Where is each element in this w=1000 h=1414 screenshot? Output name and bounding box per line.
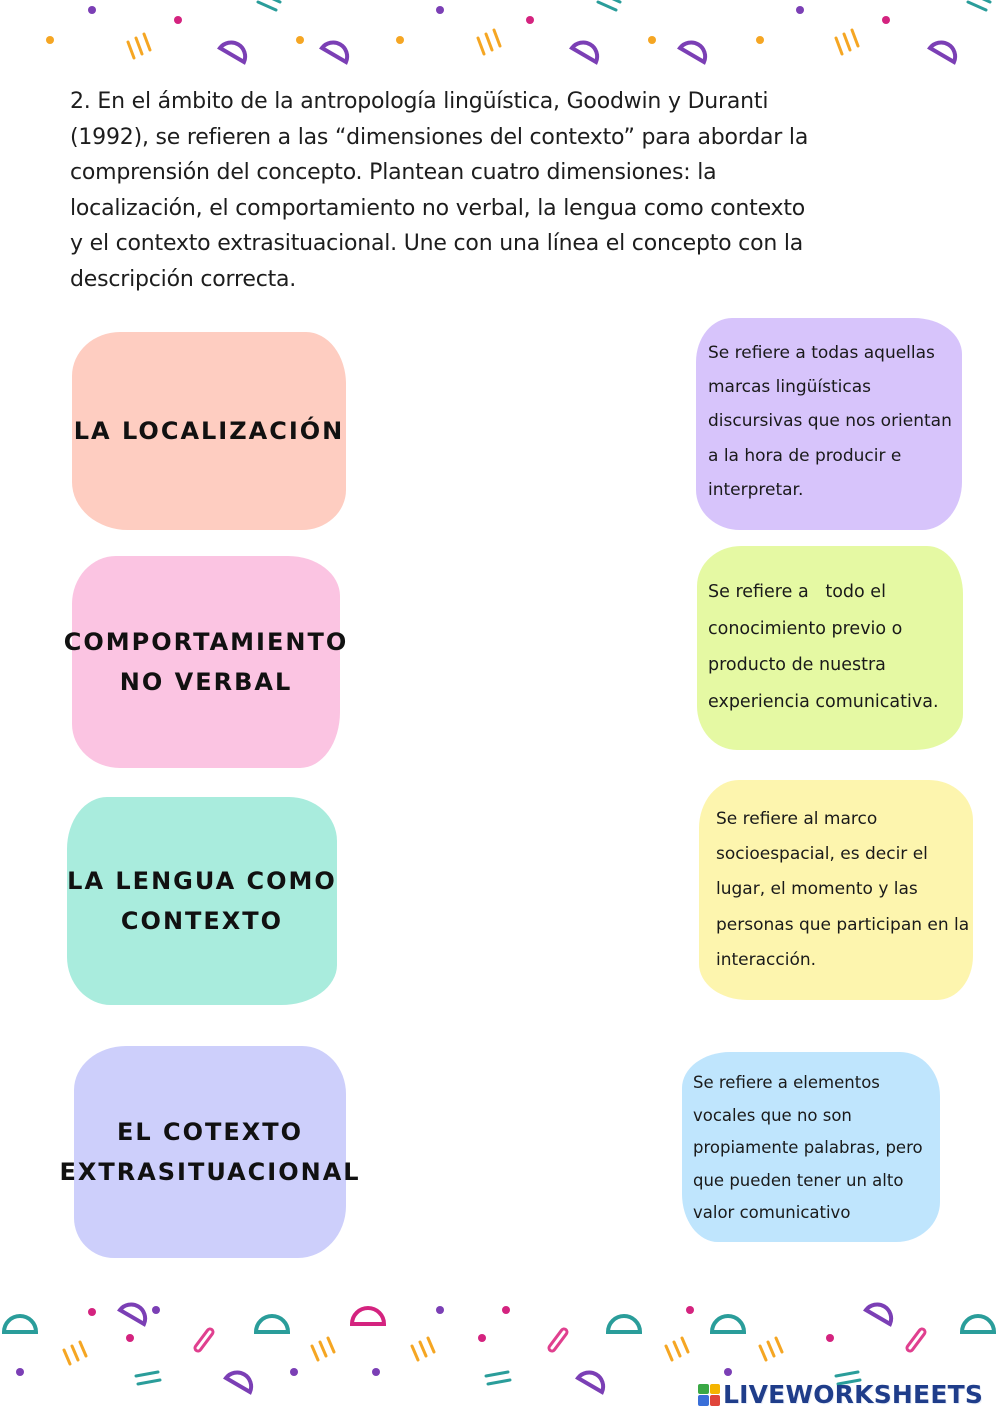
concept-card-lengua-como-contexto[interactable] xyxy=(67,797,337,1005)
description-line: vocales que no son xyxy=(693,1105,852,1125)
description-line: Se refiere a todas aquellas xyxy=(708,343,935,363)
description-line: interpretar. xyxy=(708,479,804,500)
instructions-line: localización, el comportamiento no verbal, la lengua como contexto xyxy=(70,195,806,221)
concept-card-localizacion[interactable] xyxy=(72,332,346,530)
instructions-line: 2. En el ámbito de la antropología lingüística, Goodwin y Duranti xyxy=(70,89,769,114)
instructions-line: y el contexto extrasituacional. Une con una línea el concepto con la xyxy=(70,231,804,256)
liveworksheets-logo-icon xyxy=(698,1384,720,1406)
description-line: a la hora de producir e xyxy=(708,445,902,466)
concept-label: COMPORTAMIENTO xyxy=(63,628,349,656)
description-line: Se refiere a elementos xyxy=(693,1073,880,1092)
liveworksheets-brand-text: LIVEWORKSHEETS xyxy=(723,1380,984,1409)
description-line: producto de nuestra xyxy=(708,655,886,675)
description-line: marcas lingüísticas xyxy=(708,377,871,398)
description-card-2[interactable] xyxy=(697,546,963,750)
description-card-4[interactable] xyxy=(682,1052,940,1242)
description-line: propiamente palabras, pero xyxy=(693,1138,923,1158)
concept-label: EL COTEXTO xyxy=(116,1118,304,1146)
concept-card-comportamiento-no-verbal[interactable] xyxy=(63,556,349,768)
description-card-3[interactable] xyxy=(699,780,973,1000)
concept-label: LA LENGUA COMO xyxy=(67,867,337,895)
description-line: discursivas que nos orientan xyxy=(708,411,952,432)
concept-label: CONTEXTO xyxy=(120,907,284,935)
description-line: personas que participan en la xyxy=(716,914,970,935)
description-line: Se refiere a todo el xyxy=(708,582,886,602)
description-line: interacción. xyxy=(716,949,817,970)
description-line: Se refiere al marco xyxy=(716,809,878,829)
instructions-line: descripción correcta. xyxy=(70,266,297,292)
description-line: conocimiento previo o xyxy=(708,618,903,639)
concept-label: LA LOCALIZACIÓN xyxy=(73,417,345,445)
exercise-instructions xyxy=(70,84,890,297)
description-line: lugar, el momento y las xyxy=(716,879,918,900)
confetti-decoration-top xyxy=(0,0,1000,80)
concept-card-cotexto-extrasituacional[interactable] xyxy=(59,1046,361,1258)
concept-label: NO VERBAL xyxy=(119,668,293,696)
concept-label: EXTRASITUACIONAL xyxy=(59,1158,361,1186)
liveworksheets-branding xyxy=(698,1380,983,1409)
instructions-line: comprensión del concepto. Plantean cuatro dimensiones: la xyxy=(70,160,717,185)
description-line: valor comunicativo xyxy=(693,1203,851,1223)
instructions-line: (1992), se refieren a las “dimensiones del contexto” para abordar la xyxy=(70,124,809,150)
description-card-1[interactable] xyxy=(696,318,962,530)
description-line: experiencia comunicativa. xyxy=(708,691,939,712)
description-line: socioespacial, es decir el xyxy=(716,844,928,865)
description-line: que pueden tener un alto xyxy=(693,1170,904,1190)
